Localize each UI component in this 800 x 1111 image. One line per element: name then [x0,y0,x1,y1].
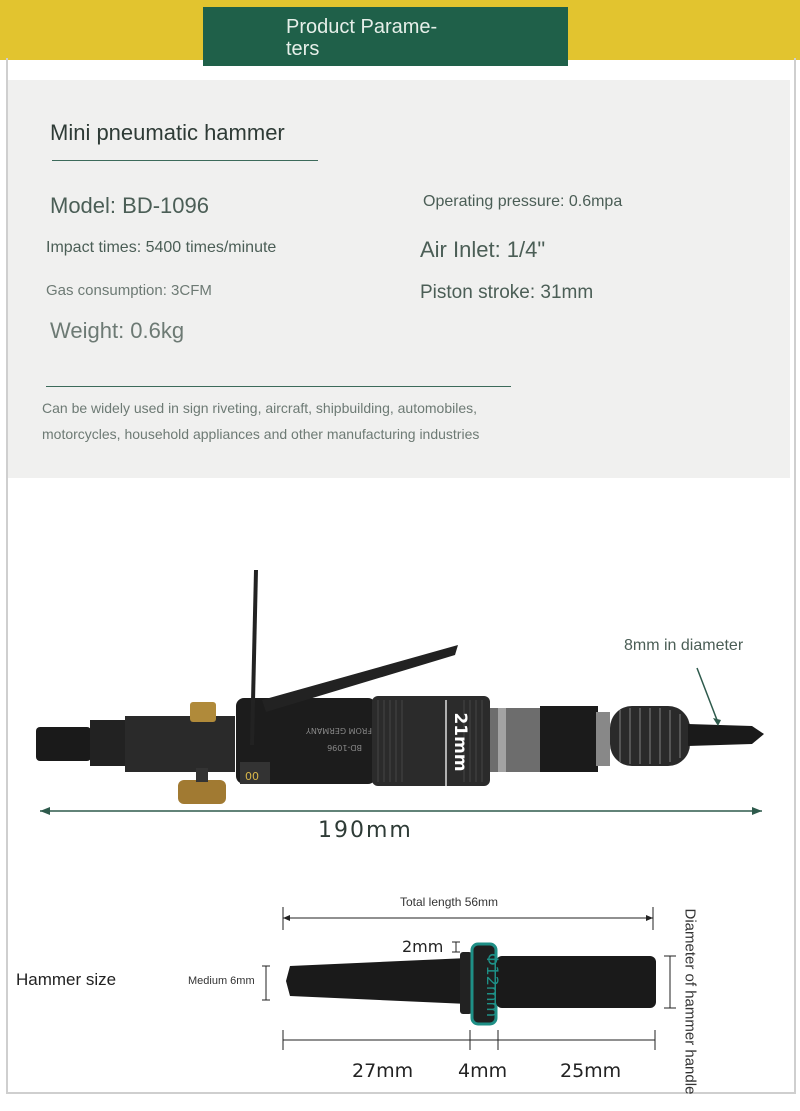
spec-impact-times: Impact times: 5400 times/minute [46,239,277,256]
handle-diameter-label: Diameter of hammer handle [681,908,699,1095]
title-underline [52,160,318,161]
tip-diameter-label: 8mm in diameter [624,637,744,654]
spec-model: Model: BD-1096 [50,193,209,218]
spec-air-inlet: Air Inlet: 1/4" [420,237,546,262]
body-label-1: FROM GERMANY [306,726,372,735]
usage-divider [46,386,511,387]
hammer-medium-label: Medium 6mm [188,975,255,987]
page-title: Product Parame- ters [286,16,438,60]
spec-weight: Weight: 0.6kg [50,318,185,343]
collar-diameter-label: Φ12mm [483,952,502,1018]
hammer-total-length: Total length 56mm [400,895,499,909]
svg-text:00: 00 [245,770,259,783]
spec-gas-consumption: Gas consumption: 3CFM [46,282,212,299]
segment-1-label: 27mm [352,1060,414,1082]
usage-line-2: motorcycles, household appliances and other manufacturing industries [42,426,480,442]
segment-2-label: 4mm [458,1060,508,1082]
spec-operating-pressure: Operating pressure: 0.6mpa [423,193,623,210]
spec-piston-stroke: Piston stroke: 31mm [420,282,594,303]
tool-illustration [0,480,800,1100]
groove-width-label: 2mm [402,937,444,956]
hammer-size-label: Hammer size [16,970,117,989]
knurl-diameter-label: 21mm [450,712,470,772]
body-label-2: BD-1096 [327,743,362,752]
product-name: Mini pneumatic hammer [50,120,285,145]
segment-3-label: 25mm [560,1060,622,1082]
total-length-label: 190mm [318,818,413,843]
usage-line-1: Can be widely used in sign riveting, aircraft, shipbuilding, automobiles, [42,400,478,416]
